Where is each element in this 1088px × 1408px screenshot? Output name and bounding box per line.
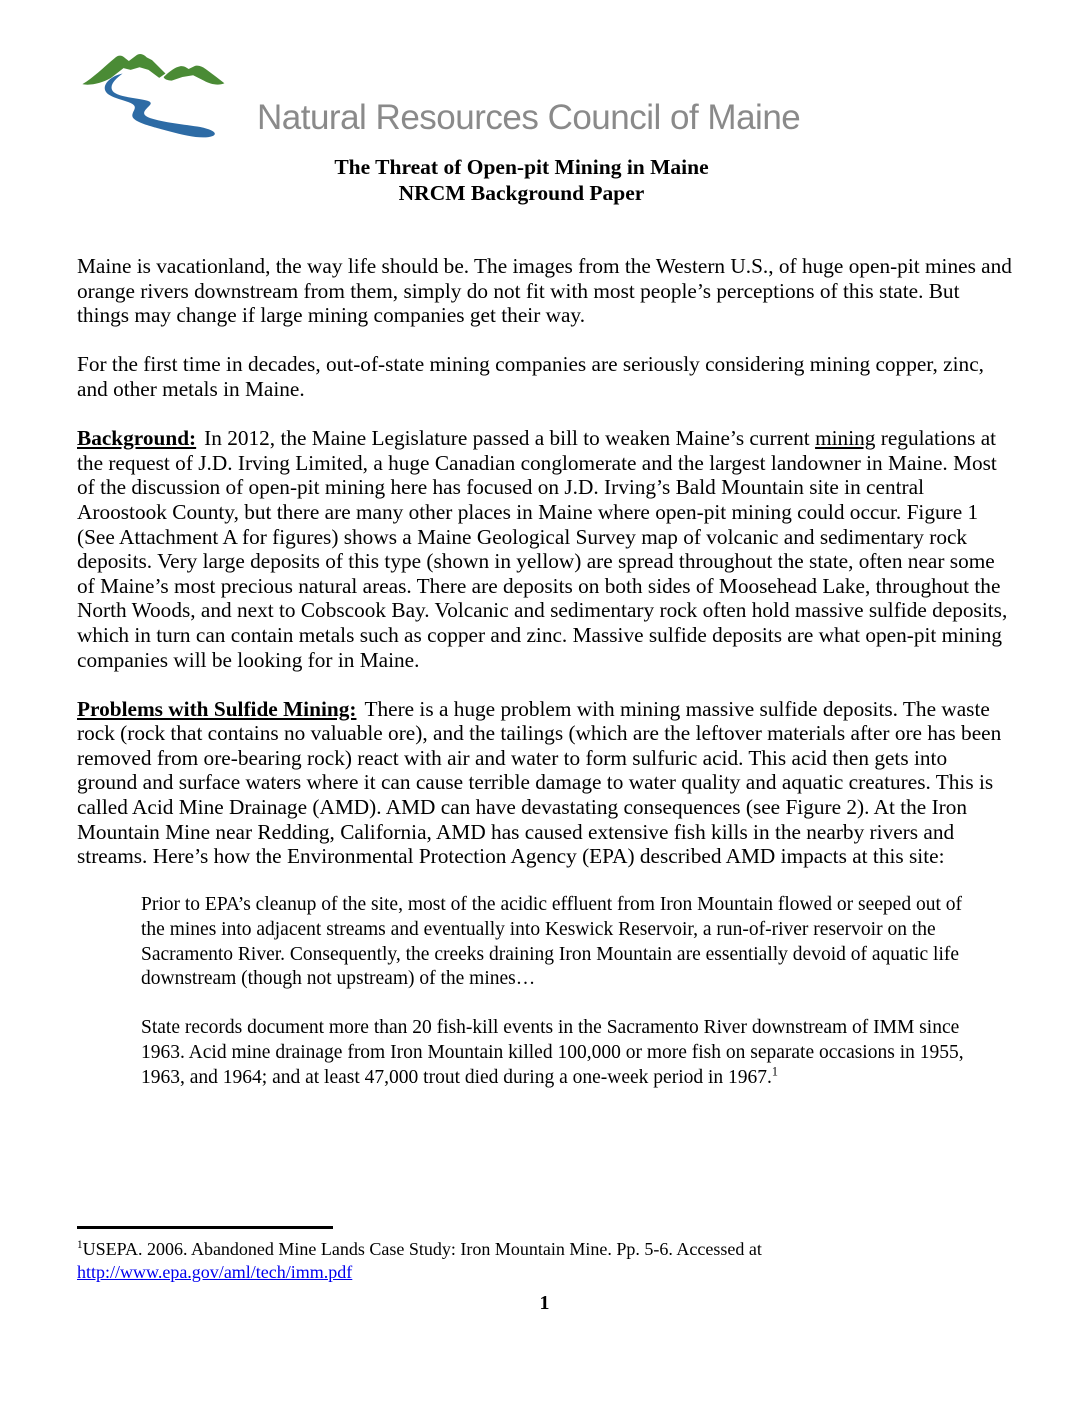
- title-line-1: The Threat of Open-pit Mining in Maine: [334, 155, 709, 179]
- footnote-marker: 1: [77, 1239, 83, 1251]
- paragraph-intro-1: Maine is vacationland, the way life should be. The images from the Western U.S., of huge open-pit mines and orange rivers downstream from them, simply do not fit with most people’s perceptions of this state. But things may change if large mining companies get their way.: [77, 254, 1012, 328]
- background-underlined-word: mining: [815, 426, 876, 451]
- footnote-section: [77, 1226, 1012, 1284]
- mountain-icon: [82, 54, 165, 85]
- document-title: [77, 154, 1012, 206]
- river-icon: [105, 73, 215, 137]
- paragraph-problems: [77, 697, 1012, 869]
- epa-quote-2-text: State records document more than 20 fish-kill events in the Sacramento River downstream of IMM since 1963. Acid mine drainage from Iron Mountain killed 100,000 or more fish on separate occasions in 1955, 1963, and 1964; and at least 47,000 trout died during a one-week period in 1967.: [141, 1017, 964, 1088]
- footnote-text-line: [77, 1238, 1012, 1261]
- title-line-2: NRCM Background Paper: [398, 181, 645, 205]
- background-text-post: regulations at the request of J.D. Irving Limited, a huge Canadian conglomerate and the largest landowner in Maine. Most of the discussion of open-pit mining here has focused on J.D. Irving’s Bald Mountain site in central Aroostook County, but there are many other places in Maine where open-pit mining could occur. Figure 1 (See Attachment A for figures) shows a Maine Geological Survey map of volcanic and sedimentary rock deposits. Very large deposits of this type (shown in yellow) are spread throughout the state, often near some of Maine’s most precious natural areas. There are deposits on both sides of Moosehead Lake, throughout the North Woods, and next to Cobscook Bay. Volcanic and sedimentary rock often hold massive sulfide deposits, which in turn can contain metals such as copper and zinc. Massive sulfide deposits are what open-pit mining companies will be looking for in Maine.: [77, 426, 1008, 672]
- problems-text: There is a huge problem with mining massive sulfide deposits. The waste rock (rock that contains no valuable ore), and the tailings (which are the leftover materials after ore has been removed from ore-bearing rock) react with air and water to form sulfuric acid. This acid then gets into ground and surface waters where it can cause terrible damage to water quality and aquatic creatures. This is called Acid Mine Drainage (AMD). AMD can have devastating consequences (see Figure 2). At the Iron Mountain Mine near Redding, California, AMD has caused extensive fish kills in the nearby rivers and streams. Here’s how the Environmental Protection Agency (EPA) described AMD impacts at this site:: [77, 696, 1002, 869]
- background-heading: Background:: [77, 426, 197, 451]
- mountain-icon: [164, 66, 225, 85]
- page-number: 1: [539, 1292, 550, 1314]
- footnote-link[interactable]: http://www.epa.gov/aml/tech/imm.pdf: [77, 1262, 353, 1282]
- nrcm-logo-wordmark: Natural Resources Council of Maine: [257, 98, 801, 137]
- paragraph-intro-2: For the first time in decades, out-of-state mining companies are seriously considering mining copper, zinc, and other metals in Maine.: [77, 352, 984, 401]
- paragraph-background: [77, 426, 1012, 672]
- footnote-reference-marker: 1: [771, 1064, 778, 1079]
- background-text-pre: In 2012, the Maine Legislature passed a bill to weaken Maine’s current: [204, 426, 810, 451]
- epa-quote-1: Prior to EPA’s cleanup of the site, most of the acidic effluent from Iron Mountain flowed or seeped out of the mines into adjacent streams and eventually into Keswick Reservoir, a run-of-river reservoir on the Sacramento River. Consequently, the creeks draining Iron Mountain are essentially devoid of aquatic life downstream (though not upstream) of the mines…: [141, 894, 962, 990]
- footnote-divider: [77, 1226, 333, 1229]
- nrcm-logo-graphic: [71, 44, 251, 144]
- footnote-citation: USEPA. 2006. Abandoned Mine Lands Case Study: Iron Mountain Mine. Pp. 5-6. Accessed at: [82, 1239, 762, 1259]
- document-body: [77, 254, 1012, 1090]
- epa-quote-2: [141, 1016, 986, 1090]
- problems-heading: Problems with Sulfide Mining:: [77, 696, 357, 721]
- nrcm-logo: [71, 44, 1012, 144]
